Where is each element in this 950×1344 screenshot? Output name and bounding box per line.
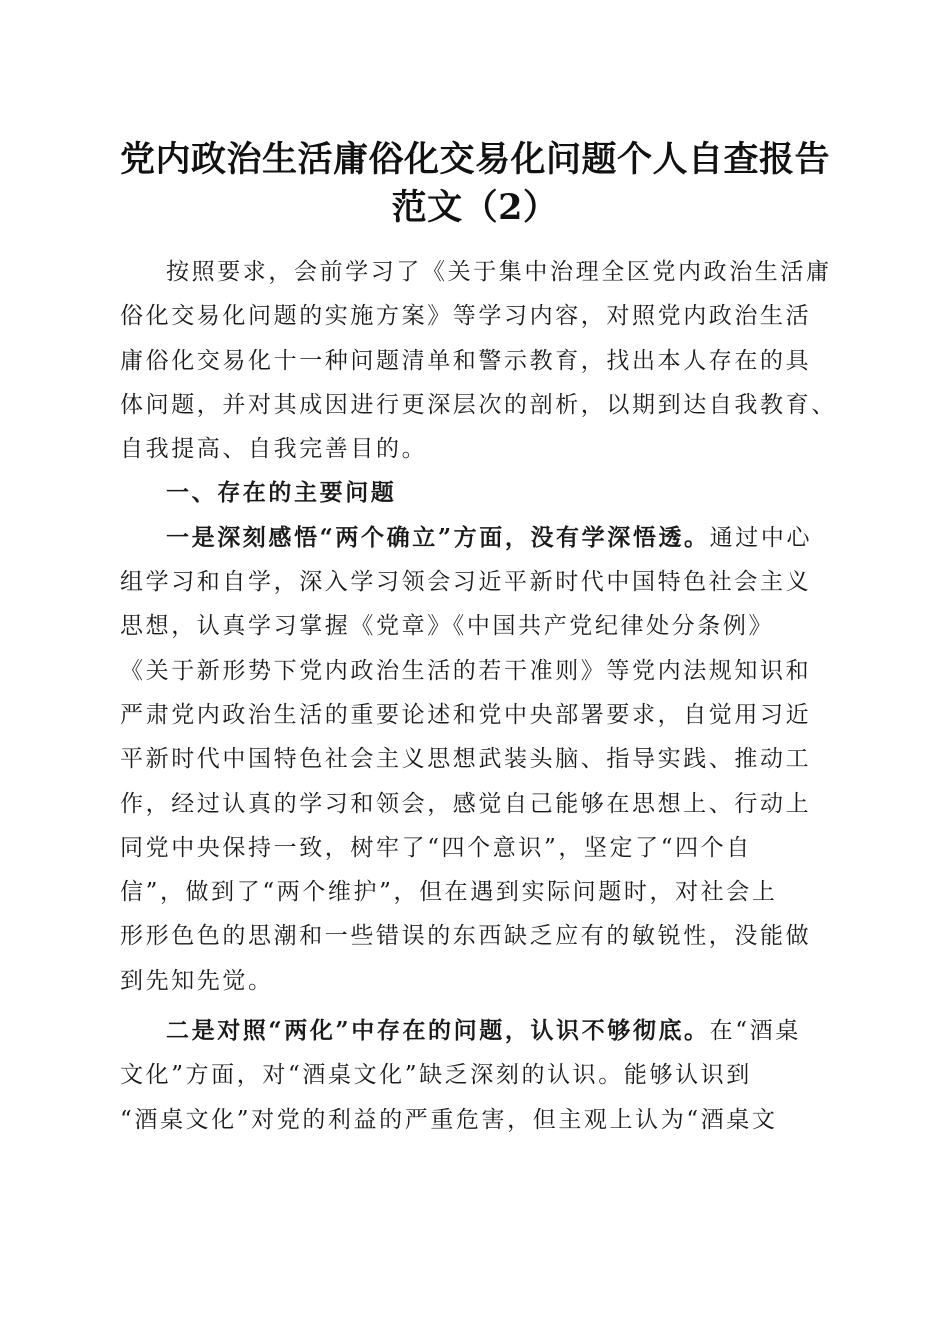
item-2-first-line (120, 1009, 832, 1053)
document-body (120, 250, 837, 1142)
item-1-text: 通过中心 (709, 524, 813, 551)
item-2-paragraph (120, 1009, 832, 1142)
item-1-first-line (120, 516, 832, 560)
item-1-line: 信”，做到了“两个维护”，但在遇到实际问题时，对社会上 (120, 879, 778, 906)
item-1-line: 同党中央保持一致，树牢了“四个意识”，坚定了“四个自 (120, 834, 752, 861)
item-2-line: 文化”方面，对“酒桌文化”缺乏深刻的认识。能够认识到 (120, 1062, 752, 1089)
item-1-lead: 一是深刻感悟“两个确立”方面，没有学深悟透。 (166, 523, 710, 551)
item-1-line: 思想，认真学习掌握《党章》《中国共产党纪律处分条例》 (120, 613, 775, 640)
section-heading-text: 一、存在的主要问题 (166, 480, 397, 507)
item-1-line: 形形色色的思潮和一些错误的东西缺乏应有的敏锐性，没能做 (120, 923, 812, 950)
title-line-1: 党内政治生活庸俗化交易化问题个人自查报告 (119, 139, 830, 180)
intro-line: 体问题，并对其成因进行更深层次的剖析，以期到达自我教育、 (120, 391, 837, 418)
item-2-lead: 二是对照“两化”中存在的问题，认识不够彻底。 (166, 1017, 710, 1045)
document-title (100, 136, 850, 232)
title-line-2: 范文（2） (391, 187, 559, 228)
item-1-line: 严肃党内政治生活的重要论述和党中央部署要求，自觉用习近 (120, 701, 812, 728)
item-1-line: 到先知先觉。 (120, 967, 274, 994)
item-1-line: 平新时代中国特色社会主义思想武装头脑、指导实践、推动工 (120, 746, 812, 773)
item-1-line: 《关于新形势下党内政治生活的若干准则》等党内法规知识和 (120, 657, 812, 684)
item-2-line: “酒桌文化”对党的利益的严重危害，但主观上认为“酒桌文 (120, 1106, 778, 1133)
intro-line: 俗化交易化问题的实施方案》等学习内容，对照党内政治生活 (120, 303, 812, 330)
item-2-text: 在“酒桌 (709, 1018, 801, 1045)
item-1-line: 作，经过认真的学习和领会，感觉自己能够在思想上、行动上 (120, 790, 812, 817)
item-1-line: 组学习和自学，深入学习领会习近平新时代中国特色社会主义 (120, 569, 812, 596)
item-1-paragraph (120, 516, 832, 1003)
intro-line: 庸俗化交易化十一种问题清单和警示教育，找出本人存在的具 (120, 347, 812, 374)
intro-paragraph (120, 250, 837, 471)
intro-line: 按照要求，会前学习了《关于集中治理全区党内政治生活庸 (166, 259, 832, 285)
intro-line: 自我提高、自我完善目的。 (120, 436, 428, 463)
section-heading (120, 471, 832, 515)
